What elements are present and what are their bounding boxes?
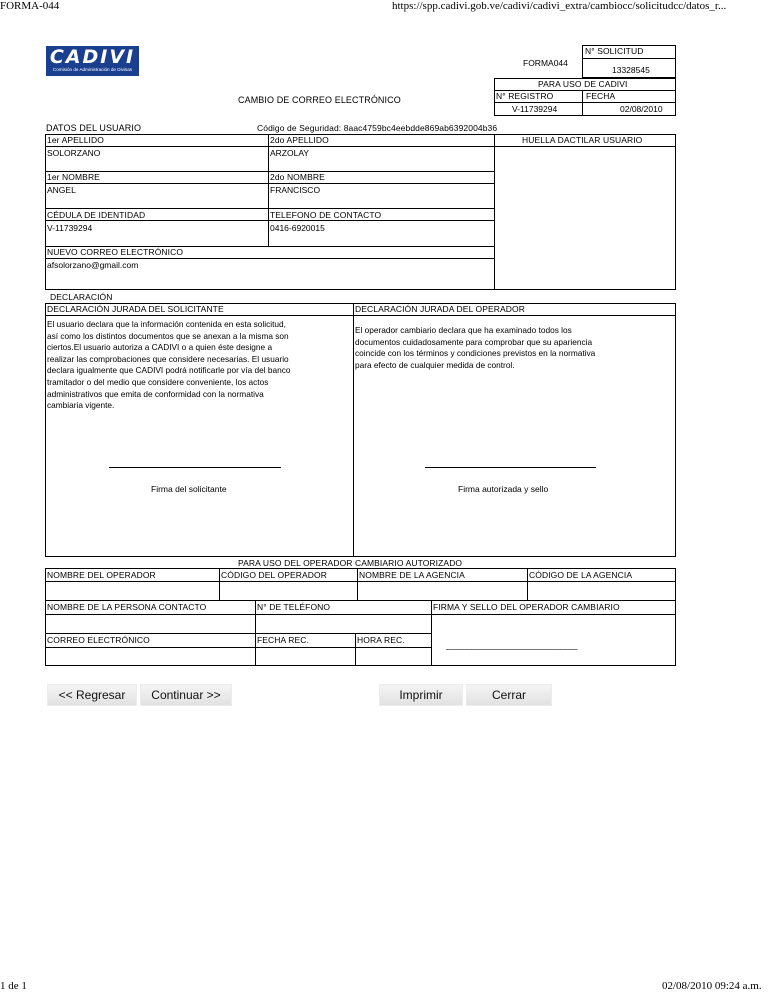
operador-title: DECLARACIÓN JURADA DEL OPERADOR	[355, 304, 525, 314]
form-code: FORMA044	[523, 58, 568, 68]
codigo-operador-label: CÓDIGO DEL OPERADOR	[221, 570, 327, 580]
fecha-rec-label: FECHA REC.	[257, 635, 310, 645]
solicitante-sign-label: Firma del solicitante	[151, 484, 227, 494]
declaracion-heading: DECLARACIÓN	[50, 292, 113, 302]
logo-name: CADIVI	[49, 46, 136, 68]
codigo-agencia-label: CÓDIGO DE LA AGENCIA	[529, 570, 633, 580]
solicitante-title: DECLARACIÓN JURADA DEL SOLICITANTE	[47, 304, 224, 314]
email-label: NUEVO CORREO ELECTRÓNICO	[47, 247, 184, 257]
operador-line: coincide con los términos y condiciones previstos en la normativa	[355, 348, 596, 359]
apellido1-label: 1er APELLIDO	[47, 135, 104, 145]
fecha-label: FECHA	[586, 91, 616, 101]
apellido1-value: SOLORZANO	[47, 148, 101, 158]
correo-operador-label: CORREO ELECTRÓNICO	[47, 635, 150, 645]
operador-line: documentos cuidadosamente para comprobar que su apariencia	[355, 336, 593, 347]
cedula-label: CÉDULA DE IDENTIDAD	[47, 210, 146, 220]
solicitante-line: realizar las comprobaciones que considere necesarias. El usuario	[47, 353, 289, 364]
nombre-operador-label: NOMBRE DEL OPERADOR	[47, 570, 156, 580]
apellido2-label: 2do APELLIDO	[270, 135, 329, 145]
solicitante-signature-line	[109, 467, 281, 468]
operador-heading: PARA USO DEL OPERADOR CAMBIARIO AUTORIZADO	[238, 558, 463, 568]
solicitante-text	[47, 319, 352, 412]
nombre-agencia-label: NOMBRE DE LA AGENCIA	[359, 570, 465, 580]
telefono-value: 0416-6920015	[270, 223, 325, 233]
solicitante-line: declara igualmente que CADIVI podrá notificarle por vía del banco	[47, 365, 291, 376]
print-page-title: FORMA-044	[0, 0, 60, 12]
telefono-operador-label: N° DE TELÉFONO	[257, 602, 331, 612]
solicitud-label: N° SOLICITUD	[585, 46, 644, 56]
operador-sign-label: Firma autorizada y sello	[458, 484, 549, 494]
operador-text	[355, 325, 675, 371]
print-datetime: 02/08/2010 09:24 a.m.	[662, 980, 762, 992]
back-button[interactable]: << Regresar	[47, 684, 137, 706]
nombre1-label: 1er NOMBRE	[47, 172, 100, 182]
solicitante-line: administrativos que emita de conformidad con la normativa	[47, 388, 264, 399]
print-url: https://spp.cadivi.gob.ve/cadivi/cadivi_extra/cambiocc/solicitudcc/datos_r...	[392, 0, 727, 12]
page-title: CAMBIO DE CORREO ELECTRÓNICO	[238, 95, 401, 105]
registro-value: V-11739294	[512, 104, 558, 114]
solicitud-value: 13328545	[612, 65, 650, 75]
security-code: Código de Seguridad: 8aac4759bc4eebdde869ab6392004b36	[257, 123, 498, 133]
operador-line: para efecto de cualquier medida de control.	[355, 359, 515, 370]
solicitante-line: El usuario declara que la información contenida en esta solicitud,	[47, 319, 286, 329]
print-button[interactable]: Imprimir	[379, 684, 463, 706]
solicitante-line: ciertos.El usuario autoriza a CADIVI o a quien éste designe a	[47, 342, 273, 353]
continue-button[interactable]: Continuar >>	[140, 684, 232, 706]
nombre2-label: 2do NOMBRE	[270, 172, 325, 182]
registro-label: N° REGISTRO	[496, 91, 554, 101]
cadivi-logo	[46, 46, 139, 76]
nombre2-value: FRANCISCO	[270, 185, 321, 195]
fecha-value: 02/08/2010	[620, 104, 663, 114]
cedula-value: V-11739294	[47, 223, 93, 233]
email-value: afsolorzano@gmail.com	[47, 260, 139, 270]
operador-line: El operador cambiario declara que ha examinado todos los	[355, 325, 572, 335]
persona-contacto-label: NOMBRE DE LA PERSONA CONTACTO	[47, 602, 207, 612]
solicitante-line: así como los distintos documentos que se anexan a la misma son	[47, 330, 289, 341]
nombre1-value: ANGEL	[47, 185, 76, 195]
solicitante-line: cambiaria vigente.	[47, 400, 115, 411]
operador-table	[45, 568, 676, 666]
huella-label: HUELLA DACTILAR USUARIO	[522, 135, 643, 145]
apellido2-value: ARZOLAY	[270, 148, 310, 158]
operador-signature-line	[425, 467, 596, 468]
logo-tagline: Comisión de Administración de Divisas	[52, 67, 133, 72]
close-button[interactable]: Cerrar	[466, 684, 552, 706]
hora-rec-label: HORA REC.	[357, 635, 405, 645]
firma-operador-line: _______________________________	[446, 640, 578, 650]
cadivi-use-label: PARA USO DE CADIVI	[538, 79, 628, 89]
user-section-title: DATOS DEL USUARIO	[46, 123, 142, 133]
telefono-label: TELEFONO DE CONTACTO	[270, 210, 382, 220]
print-page-number: 1 de 1	[0, 980, 27, 992]
firma-sello-label: FIRMA Y SELLO DEL OPERADOR CAMBIARIO	[433, 602, 620, 612]
solicitante-line: tramitador o del medio que considere conveniente, los actos	[47, 376, 269, 387]
